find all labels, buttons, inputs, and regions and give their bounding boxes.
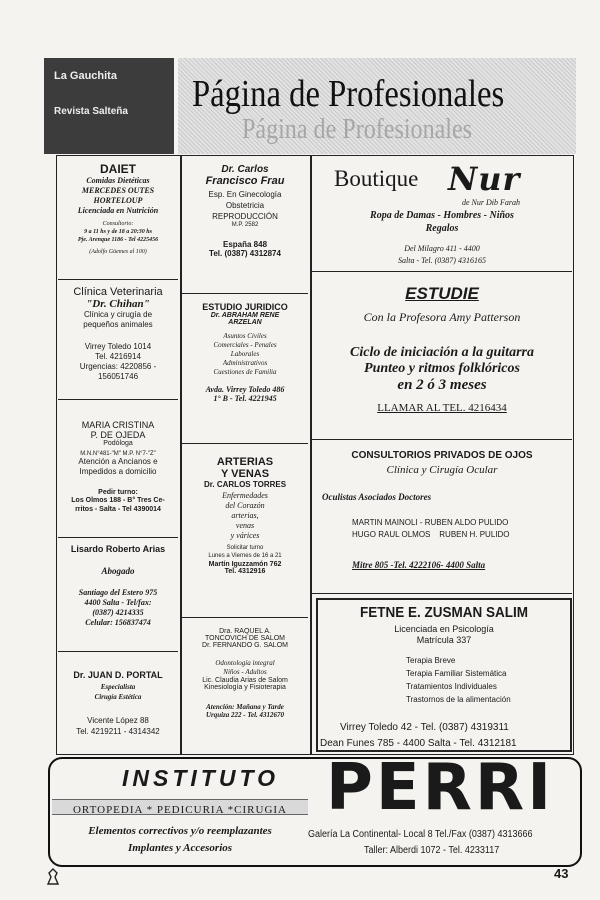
ad-arterias-hours: Lunes a Viernes de 16 a 21 [208,553,282,559]
ad-podologa-reg: M.N.N°481-"M" M.P. N°7-"Z" [80,451,156,457]
ad-juridico-line: Administrativos [222,359,268,367]
ad-boutique-phone: Salta - Tel. (0387) 4316165 [398,256,486,265]
ad-salom-doctor1b: TONCOVICH DE SALOM [205,635,285,642]
ad-zusman-address2: Dean Funes 785 - 4400 Salta - Tel. 4312181 [320,738,517,749]
ad-zusman-reg: Matrícula 337 [416,635,472,645]
ad-boutique-owner: de Nur Dib Farah [462,198,520,207]
ad-podologa-address: Los Olmos 188 - B° Tres Ce- [71,497,165,504]
ad-juridico-lawyer: Dr. ABRAHAM RENE [210,312,280,319]
ad-perri-services: ORTOPEDIA * PEDICURIA *CIRUGIA [72,804,287,816]
ad-vet-line: Clínica y cirugía de [83,310,153,319]
ad-boutique-brand: Nur [448,160,521,198]
ad-daiet-line: Licenciada en Nutrición [77,206,159,215]
ad-frau-title: Dr. Carlos [221,164,269,175]
ad-arterias-line: venas [235,521,255,530]
ad-podologa-role: Podóloga [103,440,133,447]
ad-estudie-teacher: Con la Profesora Amy Patterson [363,310,521,324]
ad-arias-address: (0387) 4214335 [92,608,144,617]
ad-daiet-line: HORTELOUP [93,196,143,205]
ad-arterias-doctor: Dr. CARLOS TORRES [203,480,287,489]
ad-abogado-arias [58,540,178,652]
ad-frau-name: Francisco Frau [205,175,285,187]
ad-vet-contact: Virrey Toledo 1014 [84,342,152,351]
ad-perri-services-band [52,799,308,815]
ad-boutique-word: Boutique [334,166,419,191]
ad-salom-line: Niños - Adultos [223,668,267,676]
ad-podologa-line: Impedidos a domicilio [79,467,157,476]
ad-zusman [316,598,572,752]
ad-frau-line: Esp. En Ginecología [208,190,282,199]
ad-zusman-name: FETNE E. ZUSMAN SALIM [359,604,528,621]
ad-veterinaria [58,282,178,400]
ad-perri-slogan1: Elementos correctivos y/o reemplazantes [88,825,272,837]
ad-daiet-line: Comidas Dietéticas [86,176,150,185]
ad-vet-contact: Urgencias: 4220856 - [79,362,157,371]
ad-estudie-course1: Ciclo de iniciación a la guitarra [350,345,534,360]
ad-ojos-doctors: MARTIN MAINOLI - RUBEN ALDO PULIDO [352,518,509,527]
ad-ojos-assoc: Oculistas Asociados Doctores [322,492,432,502]
ad-boutique-line1: Ropa de Damas - Hombres - Niños [370,210,514,221]
ad-portal [58,654,178,752]
ad-estudie-course2: Punteo y ritmos folklóricos [364,361,520,376]
ad-consultorios-ojos [312,442,572,594]
page-number: 43 [554,866,569,881]
ad-arterias-name: ARTERIAS [216,456,274,468]
ad-vet-contact: Tel. 4216914 [95,352,141,361]
ad-frau-mp: M.P. 2582 [231,222,259,228]
ad-daiet-address: Pje. Arenque 1186 - Tel 4225456 [77,237,159,243]
ad-boutique-nur [312,160,572,272]
ad-salom [182,620,308,752]
ad-portal-phone: Tel. 4219211 - 4314342 [76,727,160,736]
ad-frau-line: REPRODUCCIÓN [212,212,278,221]
title-band [178,58,576,154]
ad-vet-contact: 156051746 [97,372,139,381]
ad-daiet-name: DAIET [100,162,136,176]
ad-podologa-cta: Pedir turno: [98,489,138,496]
page-title-echo: Página de Profesionales [242,114,473,145]
ad-arterias-line: arterias, [231,511,259,520]
ad-perri-slogan2: Implantes y Accesorios [127,842,233,854]
ad-juridico-line: Comerciales - Penales [213,341,277,349]
ad-salom-line: Odontología integral [215,659,275,667]
ad-juridico-phone: 1° B - Tel. 4221945 [213,394,277,403]
ad-portal-name: Dr. JUAN D. PORTAL [73,670,163,680]
ad-estudie-title: ESTUDIE [405,284,479,303]
brand-block [44,58,174,154]
ad-zusman-line: Terapia Breve [406,656,456,665]
ad-juridico-line: Asuntos Civiles [223,332,267,340]
ad-salom-doctor1: Dra. RAQUEL A. [219,628,271,635]
ad-ojos-title: CONSULTORIOS PRIVADOS DE OJOS [351,450,533,461]
ad-zusman-role: Licenciada en Psicología [394,624,494,634]
ad-frau-address: España 848 [222,240,268,249]
ad-arterias-line: Enfermedades [222,491,268,500]
ad-arterias-address: Martín Iguzzamón 762 [208,561,282,568]
ad-juridico-name: ESTUDIO JURIDICO [202,302,288,312]
ad-podologa-line: Atención a Ancianos e [78,457,158,466]
ad-boutique-address: Del Milagro 411 - 4400 [404,244,480,253]
ad-podologa [58,402,178,538]
ad-daiet [58,160,178,280]
ad-estudie [312,274,572,440]
ad-ojos-subtitle: Clínica y Cirugía Ocular [386,464,498,476]
brand-subtitle: Revista Salteña [54,106,128,117]
ad-podologa-name: MARIA CRISTINA [81,420,155,430]
ad-frau-line: Obstetricia [225,201,265,210]
ad-frau [182,160,308,294]
ad-portal-role: Especialista [100,683,136,691]
ad-zusman-line: Terapia Familiar Sistemática [406,669,507,678]
ad-arterias-line: del Corazón [225,501,265,510]
ad-vet-line: pequeños animales [83,320,153,329]
ad-boutique-line2: Regalos [425,223,459,234]
ad-arterias [182,446,308,618]
ad-salom-address: Urquiza 222 - Tel. 4312670 [205,711,285,719]
ad-perri-brand: PERRI [326,751,554,825]
ad-juridico-line: Cuestiones de Familia [213,368,277,376]
ad-frau-phone: Tel. (0387) 4312874 [209,249,281,258]
ad-salom-hours: Atención: Mañana y Tarde [206,703,284,711]
ad-arias-address: Santiago del Estero 975 [78,588,158,597]
ad-instituto-perri [48,751,582,867]
ad-estudio-juridico [182,296,308,444]
ad-juridico-lawyer2: ARZELAN [228,319,262,326]
page-title: Página de Profesionales [192,73,505,115]
ad-estudie-phone: LLAMAR AL TEL. 4216434 [377,402,507,414]
ad-vet-subname: "Dr. Chihan" [86,298,150,310]
ad-salom-lic: Lic. Claudia Arias de Salom [202,677,288,684]
ad-arias-name: Lisardo Roberto Arias [70,544,166,554]
ad-arias-address: Celular: 156837474 [85,618,151,627]
ad-zusman-line: Tratamientos Individuales [406,682,497,691]
ad-salom-lic-role: Kinesiología y Fisioterapia [204,684,286,691]
ad-zusman-address1: Virrey Toledo 42 - Tel. (0387) 4319311 [340,722,509,733]
ad-podologa-address: rritos - Salta - Tel 4390014 [75,506,161,513]
ad-daiet-line: MERCEDES OUTES [81,186,155,195]
ad-podologa-name2: P. DE OJEDA [90,430,146,440]
ad-zusman-line: Trastornos de la alimentación [406,695,511,704]
ad-arterias-cta: Solicitar turno [226,545,264,551]
ad-juridico-line: Laborales [230,350,260,358]
ad-portal-address: Vicente López 88 [87,716,149,725]
ad-salom-doctor2: Dr. FERNANDO G. SALOM [202,642,288,649]
ad-portal-role: Cirugía Estética [94,693,142,701]
ad-vet-name: Clínica Veterinaria [73,286,163,298]
ad-daiet-note: (Adolfo Güemes al 100) [89,249,147,255]
ad-arterias-name2: Y VENAS [220,468,270,480]
brand-name: La Gauchita [54,70,117,82]
ad-juridico-address: Avda. Virrey Toledo 486 [205,385,285,394]
ad-ojos-doctors: HUGO RAUL OLMOS RUBEN H. PULIDO [352,530,510,539]
ad-arterias-phone: Tel. 4312916 [224,568,266,575]
ad-arias-role: Abogado [101,566,135,576]
ad-perri-address2: Taller: Alberdi 1072 - Tel. 4233117 [364,845,500,856]
masthead [44,58,576,154]
ad-daiet-hours: 9 a 11 hs y de 18 a 20:30 hs [84,229,152,235]
ad-ojos-address: Mitre 805 -Tel. 4222106- 4400 Salta [352,560,486,570]
ad-arterias-line: y várices [230,531,260,540]
ad-estudie-course3: en 2 ó 3 meses [397,377,487,393]
ad-arias-address: 4400 Salta - Tel/fax: [84,598,152,607]
ad-daiet-hours-label: Consultorio: [102,221,134,227]
ad-perri-word: INSTITUTO [122,765,279,791]
ad-perri-address1: Galería La Continental- Local 8 Tel./Fax (0387) 4313666 [308,829,533,840]
publisher-logo-icon [46,868,60,886]
